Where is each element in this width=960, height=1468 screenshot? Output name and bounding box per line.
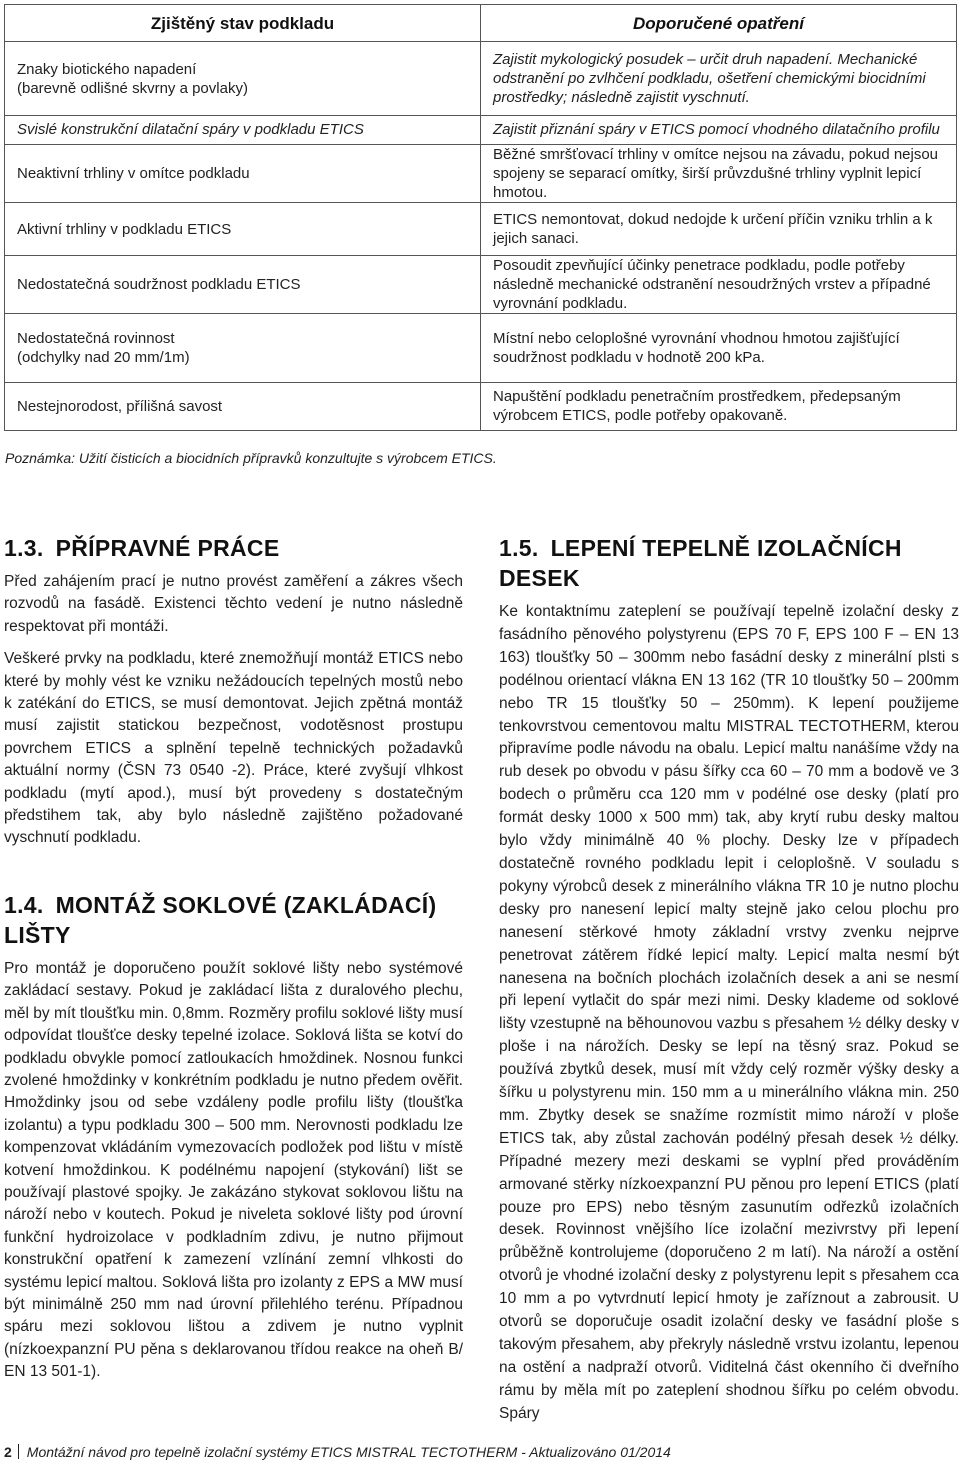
table-cell-condition — [5, 42, 481, 116]
table-cell-condition — [5, 314, 481, 382]
table-cell-measure: Zajistit přiznání spáry v ETICS pomocí vhodného dilatačního profilu — [481, 115, 957, 144]
table-cell-measure: Místní nebo celoplošné vyrovnání vhodnou hmotou zajišťující soudržnost podkladu v hodnotě 200 kPa. — [481, 314, 957, 382]
table-cell-condition: Svislé konstrukční dilatační spáry v podkladu ETICS — [5, 115, 481, 144]
footer-text: Montážní návod pro tepelně izolační systémy ETICS MISTRAL TECTOTHERM - Aktualizováno 01/2014 — [26, 1444, 671, 1460]
table-cell-measure: ETICS nemontovat, dokud nedojde k určení příčin vzniku trhlin a k jejich sanaci. — [481, 203, 957, 255]
section-heading: MONTÁŽ SOKLOVÉ (ZAKLÁDACÍ) LIŠTY — [4, 891, 437, 948]
table-cell-condition: Aktivní trhliny v podkladu ETICS — [5, 203, 481, 255]
section-heading: LEPENÍ TEPELNĚ IZOLAČNÍCH DESEK — [499, 535, 902, 591]
table-note: Poznámka: Užití čisticích a biocidních přípravků konzultujte s výrobcem ETICS. — [5, 450, 497, 466]
table-cell-measure: Zajistit mykologický posudek – určit druh napadení. Mechanické odstranění po zvlhčení podkladu, ošetření chemickými biocidními prostředky; následně zajistit vyschnutí. — [481, 42, 957, 116]
section-number: 1.3. — [4, 535, 44, 561]
table-cell-condition: Nedostatečná soudržnost podkladu ETICS — [5, 255, 481, 313]
table-row — [5, 255, 957, 313]
section-heading: PŘÍPRAVNÉ PRÁCE — [55, 535, 280, 561]
table-row — [5, 42, 957, 116]
page-number: 2 — [4, 1444, 12, 1460]
cell-text: Nedostatečná rovinnost (odchylky nad 20 mm/1m) — [17, 329, 190, 366]
table-cell-measure: Posoudit zpevňující účinky penetrace podkladu, podle potřeby následně mechanické odstranění nesoudržných vrstev a případné vyrovnání podkladu. — [481, 255, 957, 313]
page-footer — [4, 1443, 954, 1461]
table-row — [5, 115, 957, 144]
table-header-measures: Doporučené opatření — [481, 5, 957, 42]
table-cell-condition: Neaktivní trhliny v omítce podkladu — [5, 144, 481, 202]
table-row — [5, 314, 957, 382]
right-column — [499, 533, 959, 1436]
cell-text: Znaky biotického napadení (barevně odlišné skvrny a povlaky) — [17, 60, 248, 97]
section-number: 1.4. — [4, 891, 44, 918]
section-1-5-title — [499, 533, 959, 593]
table-row — [5, 203, 957, 255]
table-header-condition: Zjištěný stav podkladu — [5, 5, 481, 42]
table-cell-measure: Běžné smršťovací trhliny v omítce nejsou na závadu, pokud nejsou spojeny se separací omítky, širší průvzdušné trhliny vyplnit lepicí hmotou. — [481, 144, 957, 202]
conditions-table — [4, 4, 957, 431]
paragraph: Před zahájením prací je nutno provést zaměření a zákres všech rozvodů na fasádě. Existenci těchto vedení je nutno následně respektovat při montáži. — [4, 573, 463, 635]
left-column — [4, 533, 463, 1394]
section-1-4-title — [4, 890, 463, 950]
table-cell-condition: Nestejnorodost, přílišná savost — [5, 382, 481, 430]
table-row — [5, 144, 957, 202]
section-number: 1.5. — [499, 535, 539, 561]
section-1-3-title — [4, 533, 463, 563]
table-row — [5, 382, 957, 430]
footer-divider — [18, 1444, 19, 1459]
paragraph: Pro montáž je doporučeno použít soklové lišty nebo systémové zakládací sestavy. Pokud je zakládací lišta z duralového plechu, měl by mít tloušťku min. 0,8mm. Rozměry profilu soklové lišty musí odpovídat tloušťce desky tepelné izolace. Soklová lišta se kotví do podkladu obvykle pomocí zatloukacích hmoždinek. Nosnou funkci zvolené hmoždinky v konkrétním podkladu je nutno předem ověřit. Hmoždinky jsou od sebe vzdáleny podle profilu lišty (tloušťka izolantu) a typu podkladu 300 – 500 mm. Nerovnosti podkladu lze kompenzovat vkládáním vymezovacích podložek pod lištu v místě kotvení hmoždinkou. K podélnému napojení (stykování) lišt se používají plastové spojky. Je zakázáno stykovat soklovou lištu na nároží nebo v koutech. Pokud je niveleta soklové lišty pod úrovní funkční hydroizolace v podkladním zdivu, je nutno přijmout konstrukční opatření k zamezení vzlínání zemní vlhkosti do systému lepicí maltou. Soklová lišta pro izolanty z EPS a MW musí být minimálně 250 mm nad úrovní přilehlého terénu. Případnou spáru mezi soklovou lištou a zdivem je nutno vyplnit (nízkoexpanzní PU pěna s deklarovanou třídou reakce na oheň B/ EN 13 501-1). — [4, 959, 463, 1381]
paragraph: Ke kontaktnímu zateplení se používají tepelně izolační desky z fasádního pěnového polystyrenu (EPS 70 F, EPS 100 F – EN 13 163) tloušťky 50 – 300mm nebo fasádní desky z minerální plsti s podélnou orientací vlákna EN 13 162 (TR 10 tloušťky 50 – 200mm nebo TR 15 tloušťky 50 – 250mm). K lepení použijeme tenkovrstvou cementovou maltu MISTRAL TECTOTHERM, kterou připravíme podle návodu na obalu. Lepicí maltu nanášíme vždy na rub desek po obvodu v pásu šířky cca 60 – 70 mm a bodově ve 3 bodech o průměru cca 120 mm v podélné ose desky (platí pro formát desky 1000 x 500 mm) tak, aby krytí rubu desky maltou bylo vždy minimálně 40 % plochy. Desky lze v případech dostatečně rovného podkladu lepit i celoplošně. V souladu s pokyny výrobců desek z minerálního vlákna TR 10 je nutno plochu desky pro nanesení lepicí malty stejně jako celou plochu pro nanesení stěrkové hmoty základní vrstvy zvenku nejprve penetrovat zátěrem řídké lepicí malty. Lepicí malta nesmí být nanesena na bočních plochách izolačních desek a ani se nesmí při lepení vytlačit do spár mezi nimi. Desky klademe od soklové lišty vzestupně na běhounovou vazbu s přesahem ½ délky desky v ploše i na nárožích. Desky se lepí na těsný sraz. Pokud se používá zbytků desek, musí mít vždy celý rozměr výšky desky a šířku u polystyrenu min. 150 mm a u minerálního vlákna min. 250 mm. Zbytky desek se snažíme rozmístit mimo nároží v ploše ETICS tak, aby zůstal zachován podélný přesah desek ½ délky. Případné mezery mezi deskami se vyplní před prováděním armované stěrky nízkoexpanzní PU pěnou pro lepení ETICS (platí pouze pro EPS) nebo těsným zasunutím odřezků izolačních desek. Rovinnost vnějšího líce izolační mezivrstvy při lepení průběžně kontrolujeme (doporučeno 2 m latí). Na nároží a ostění otvorů je vhodné izolační desky z polystyrenu lepit s přesahem cca 10 mm a po vytvrdnutí lepicí hmoty je zaříznout a zabrousit. U otvorů se doporučuje osadit izolační desky ve fasádní ploše s takovým přesahem, aby překryly následně vrstvu izolantu, lepenou na ostění a nadpraží otvorů. Viditelná část okenního či dveřního rámu by měla mít po zateplení shodnou šířku po celém obvodu. Spáry — [499, 603, 959, 1422]
table-cell-measure: Napuštění podkladu penetračním prostředkem, předepsaným výrobcem ETICS, podle potřeby opakovaně. — [481, 382, 957, 430]
paragraph: Veškeré prvky na podkladu, které znemožňují montáž ETICS nebo které by mohly vést ke vzniku nežádoucích tepelných mostů nebo k zatékání do ETICS, se musí demontovat. Jejich zpětná montáž musí zajistit statickou bezpečnost, vodotěsnost prostupu povrchem ETICS a splnění tepelně technických požadavků aktuální normy (ČSN 73 0540 -2). Práce, které zvyšují vlhkost podkladu (mytí apod.), musí být provedeny s dostatečným předstihem tak, aby bylo následně zajištěno požadované vyschnutí podkladu. — [4, 650, 463, 847]
